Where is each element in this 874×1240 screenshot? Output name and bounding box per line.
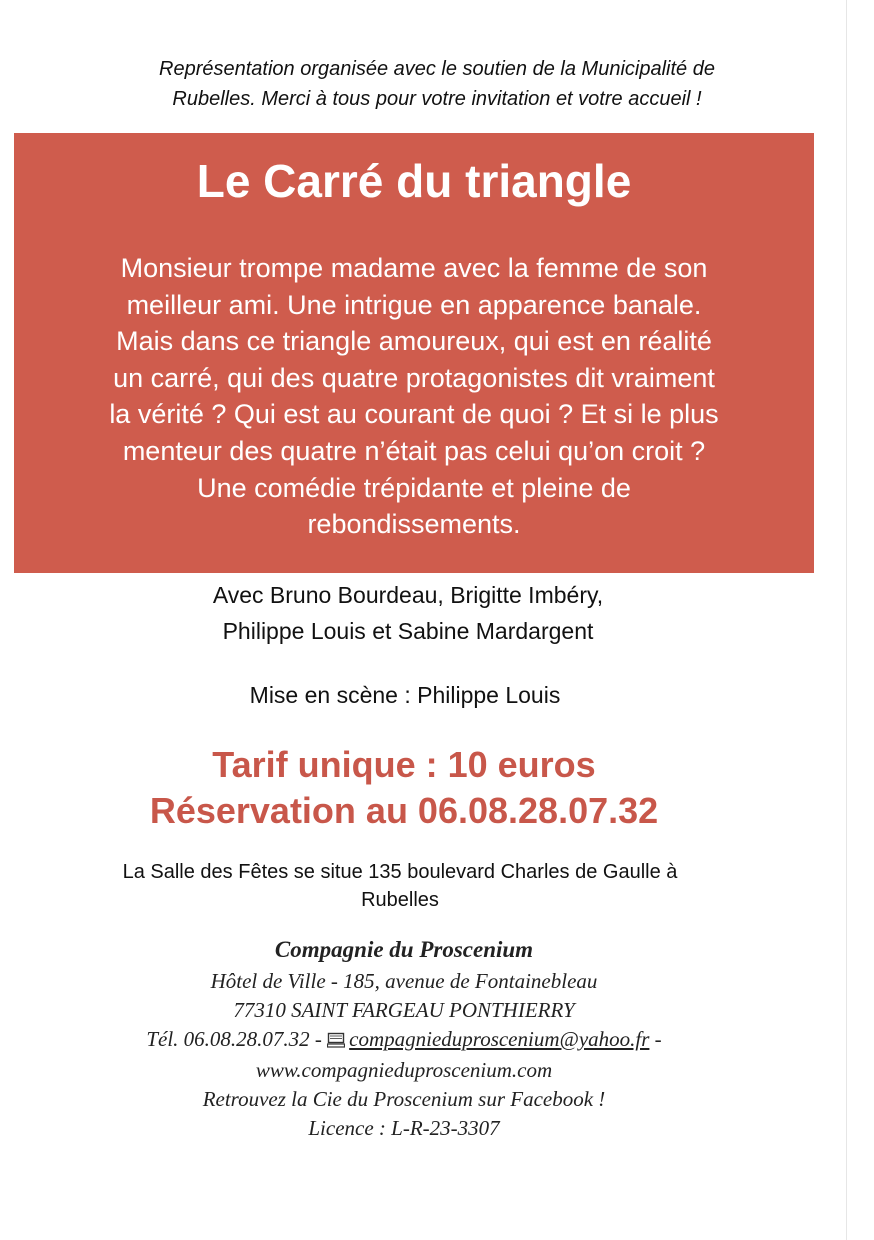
company-address-2: 77310 SAINT FARGEAU PONTHIERRY (233, 998, 575, 1022)
synopsis-line: rebondissements. (307, 509, 521, 540)
reservation-line: Réservation au 06.08.28.07.32 (149, 790, 659, 831)
director-credit: Mise en scène : Philippe Louis (249, 682, 561, 708)
company-contact-line (0, 1025, 808, 1056)
cast-line-2: Philippe Louis et Sabine Mardargent (222, 618, 594, 644)
scan-edge-line (846, 0, 847, 1240)
company-contact (0, 933, 808, 1143)
pricing-block (0, 742, 808, 834)
synopsis-line: la vérité ? Qui est au courant de quoi ? Et si le plus (109, 399, 719, 430)
venue-line-1: La Salle des Fêtes se situe 135 boulevard Charles de Gaulle à (122, 861, 678, 883)
synopsis-line: Monsieur trompe madame avec la femme de son (120, 253, 708, 283)
show-title: Le Carré du triangle (196, 155, 632, 207)
email-link[interactable]: compagnieduproscenium@yahoo.fr (349, 1027, 650, 1051)
synopsis-line: Mais dans ce triangle amoureux, qui est en réalité (116, 326, 712, 357)
company-facebook-note: Retrouvez la Cie du Proscenium sur Facebook ! (202, 1087, 606, 1111)
cast-list (0, 577, 816, 649)
synopsis-line: Une comédie trépidante et pleine de (197, 472, 631, 503)
show-banner (14, 133, 814, 573)
company-website[interactable]: www.compagnieduproscenium.com (255, 1058, 553, 1082)
synopsis-line: un carré, qui des quatre protagonistes dit vraiment (113, 362, 715, 393)
email-suffix: - (649, 1027, 662, 1051)
venue-info (0, 858, 800, 914)
synopsis-line: meilleur ami. Une intrigue en apparence banale. (126, 289, 702, 320)
cast-line-1: Avec Bruno Bourdeau, Brigitte Imbéry, (212, 582, 604, 608)
intro-line-1: Représentation organisée avec le soutien de la Municipalité de (159, 58, 715, 80)
company-licence: Licence : L-R-23-3307 (308, 1116, 500, 1140)
price-line: Tarif unique : 10 euros (212, 744, 596, 785)
computer-icon (327, 1027, 345, 1056)
intro-line-2: Rubelles. Merci à tous pour votre invitation et votre accueil ! (172, 88, 702, 110)
company-address-1: Hôtel de Ville - 185, avenue de Fontainebleau (210, 969, 598, 993)
venue-line-2: Rubelles (361, 889, 439, 911)
show-synopsis (14, 250, 814, 543)
company-tel: Tél. 06.08.28.07.32 - (146, 1027, 322, 1051)
synopsis-line: menteur des quatre n’était pas celui qu’on croit ? (122, 435, 706, 466)
company-name: Compagnie du Proscenium (274, 937, 534, 962)
intro-note (40, 54, 834, 114)
